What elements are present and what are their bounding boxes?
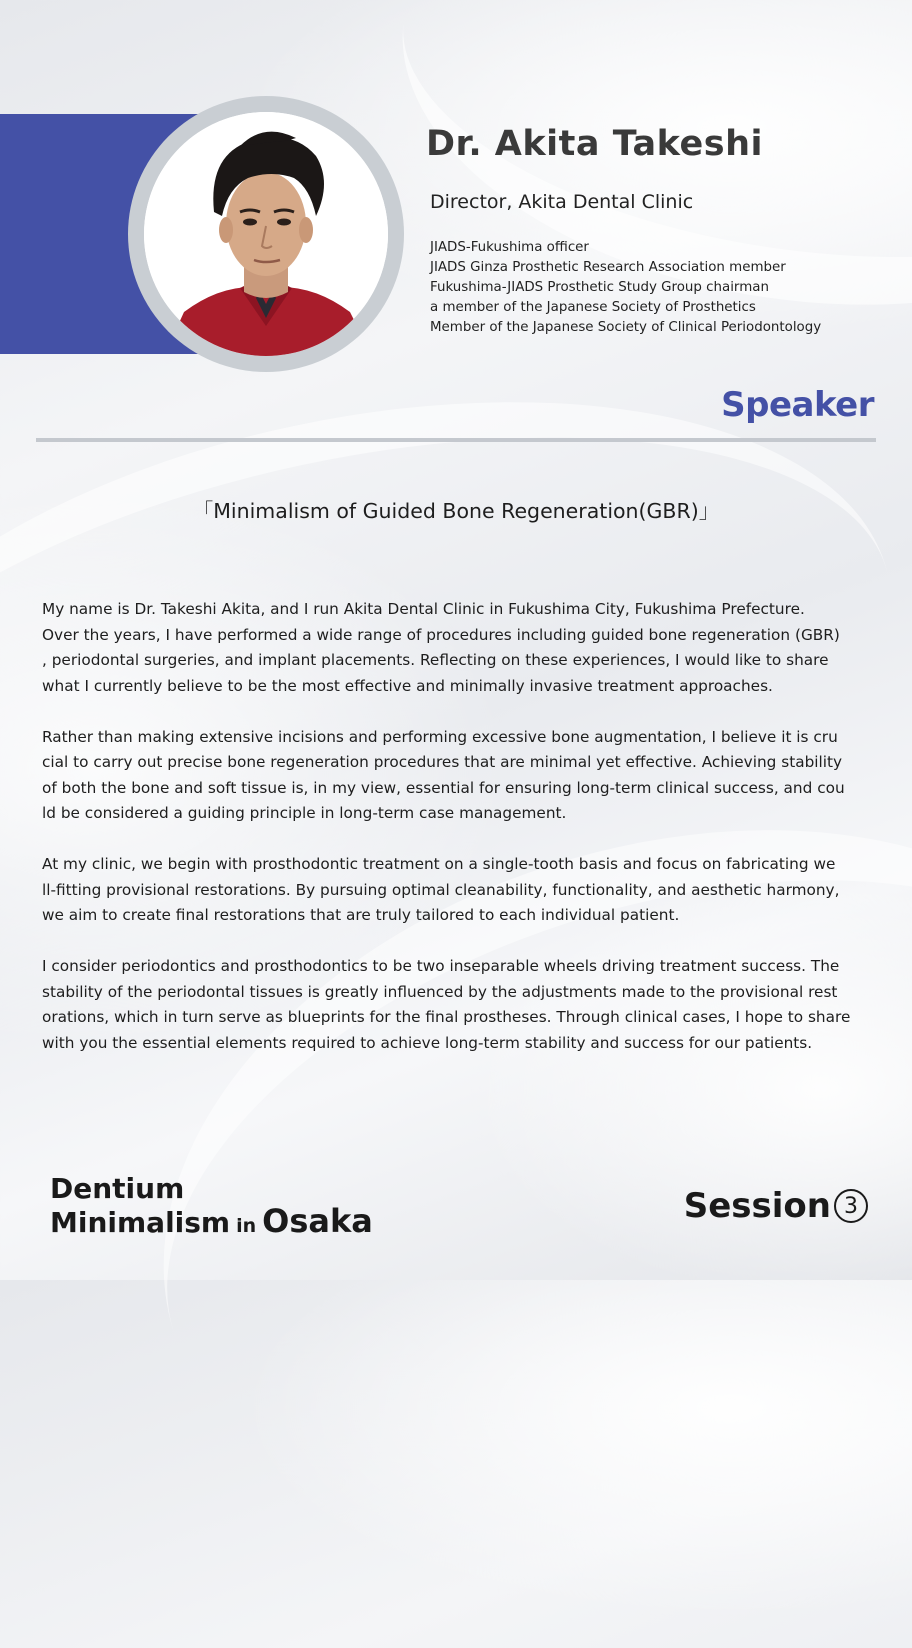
session-badge <box>684 1186 868 1226</box>
speaker-label: Speaker <box>721 385 874 425</box>
affiliation-item: JIADS Ginza Prosthetic Research Association member <box>430 260 786 275</box>
affiliation-item: Member of the Japanese Society of Clinical Periodontology <box>430 320 822 335</box>
session-label: Session <box>683 1186 831 1226</box>
event-series: Minimalism <box>50 1206 231 1239</box>
abstract-paragraph: I consider periodontics and prosthodontics to be two inseparable wheels driving treatment success. The stability of the periodontal tissues is greatly influenced by the adjustments made to the provisional rest orations, which in turn serve as blueprints for the final prostheses. Through clinical cases, I hope to share with you the essential elements required to achieve long-term stability and success for our patients. <box>42 957 851 1052</box>
abstract-paragraph: My name is Dr. Takeshi Akita, and I run Akita Dental Clinic in Fukushima City, Fukushima Prefecture. Over the years, I have performed a wide range of procedures including guided bone regeneration (GBR) , periodontal surgeries, and implant placements. Reflecting on these experiences, I would like to share what I currently believe to be the most effective and minimally invasive treatment approaches. <box>42 600 840 695</box>
event-connector: in <box>236 1215 257 1237</box>
speaker-title: Director, Akita Dental Clinic <box>430 191 694 213</box>
event-brand: Dentium <box>50 1172 185 1205</box>
affiliation-item: a member of the Japanese Society of Prosthetics <box>430 300 756 315</box>
event-series-line <box>50 1202 373 1243</box>
session-number: 3 <box>834 1189 868 1223</box>
affiliation-item: JIADS-Fukushima officer <box>430 240 589 255</box>
speaker-portrait-icon <box>144 112 388 356</box>
speaker-photo <box>144 112 388 356</box>
talk-title: 「Minimalism of Guided Bone Regeneration(GBR)」 <box>192 499 720 523</box>
section-divider <box>36 438 876 442</box>
event-city: Osaka <box>262 1202 373 1240</box>
talk-abstract <box>42 597 876 1082</box>
abstract-paragraph: Rather than making extensive incisions and performing excessive bone augmentation, I believe it is cru cial to carry out precise bone regeneration procedures that are minimal yet effective. Achieving stability of both the bone and soft tissue is, in my view, essential for ensuring long-term clinical success, and cou ld be considered a guiding principle in long-term case management. <box>42 727 845 822</box>
affiliation-item: Fukushima-JIADS Prosthetic Study Group chairman <box>430 280 769 295</box>
event-logo <box>50 1172 373 1243</box>
abstract-paragraph: At my clinic, we begin with prosthodontic treatment on a single-tooth basis and focus on fabricating we ll-fitting provisional restorations. By pursuing optimal cleanability, functionality, and aesthetic harmony, we aim to create final restorations that are truly tailored to each individual patient. <box>42 855 840 924</box>
speaker-name: Dr. Akita Takeshi <box>426 124 764 164</box>
affiliations-list <box>430 238 821 338</box>
